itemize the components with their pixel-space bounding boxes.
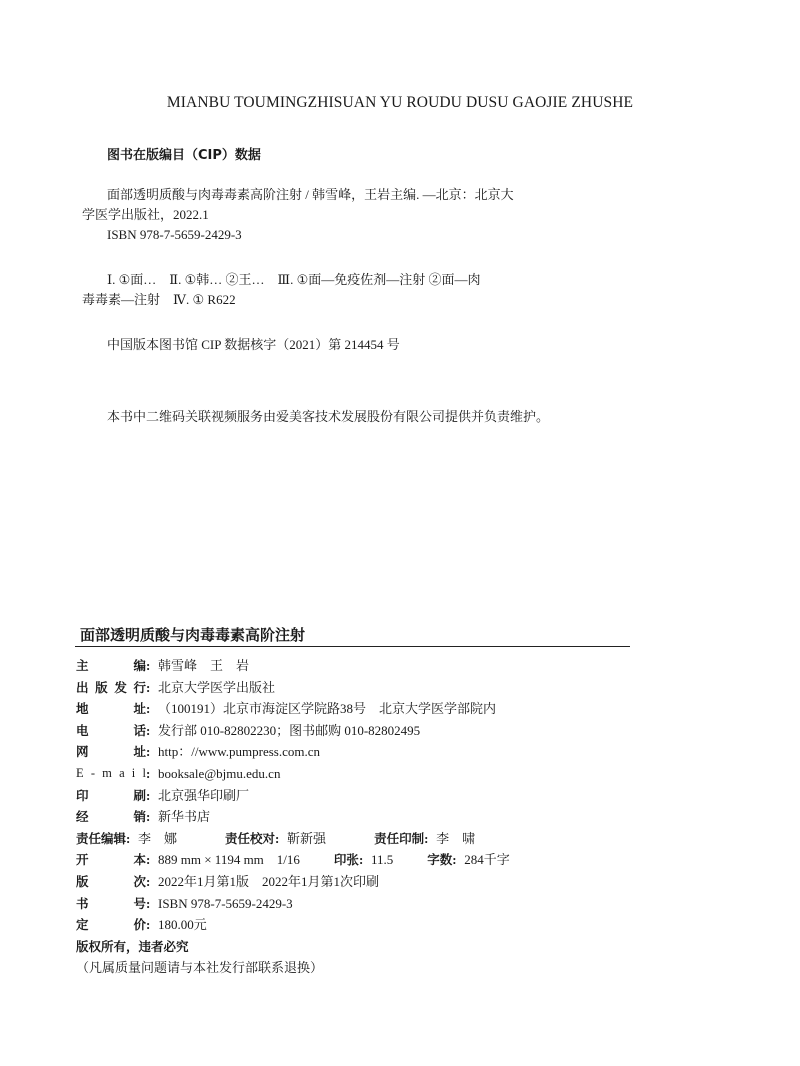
info-row-phone: 电 话 : 发行部 010-82802230；图书邮购 010-82802495 [76,720,510,742]
info-row-publisher: 出 版 发 行 : 北京大学医学出版社 [76,677,510,699]
copyright-notice: 版权所有，违者必究 [76,938,189,954]
cip-record-number: 中国版本图书馆 CIP 数据核字（2021）第 214454 号 [107,337,400,352]
colophon-book-title: 面部透明质酸与肉毒毒素高阶注射 [80,626,306,644]
colophon-info-list [76,655,510,979]
info-label: 版 次 [76,873,146,889]
info-value: 发行部 010-82802230；图书邮购 010-82802495 [158,722,421,738]
cip-heading: 图书在版编目（CIP）数据 [107,148,261,163]
info-row-edition: 版 次 : 2022年1月第1版 2022年1月第1次印刷 [76,871,510,893]
email-link[interactable]: booksale@bjmu.edu.cn [158,765,281,781]
info-value: 180.00元 [158,917,207,933]
responsible-editor: 李 娜 [138,830,178,846]
info-row-email: E - m a i l : booksale@bjmu.edu.cn [76,763,510,785]
info-row-distributor: 经 销 : 新华书店 [76,806,510,828]
title-divider [75,646,630,647]
info-row-format: 开 本 : 889 mm × 1194 mm 1/16 印张 : 11.5 字数 : 284千字 [76,849,510,871]
info-label: 电 话 [76,722,146,738]
proofreader: 靳新强 [287,830,327,846]
info-label: 印 刷 [76,787,146,803]
responsible-editor-label: 责任编辑 [76,830,127,846]
return-policy-note: （凡属质量问题请与本社发行部联系退换） [76,960,324,976]
info-label: 经 销 [76,809,146,825]
info-value: 北京大学医学出版社 [158,679,276,695]
info-label: 网 址 [76,744,146,760]
format-size: 889 mm × 1194 mm 1/16 [158,852,300,868]
cip-description-line-2: 学医学出版社，2022.1 [82,207,209,222]
print-manager-label: 责任印制 [374,830,425,846]
proofreader-label: 责任校对 [225,830,276,846]
cip-isbn: ISBN 978-7-5659-2429-3 [107,227,242,242]
info-value: 北京强华印刷厂 [158,787,250,803]
website-link[interactable]: http：//www.pumpress.com.cn [158,744,320,760]
info-value: 2022年1月第1版 2022年1月第1次印刷 [158,873,380,889]
print-manager: 李 啸 [436,830,476,846]
info-row-isbn: 书 号 : ISBN 978-7-5659-2429-3 [76,893,510,915]
cip-classification-line-1: Ⅰ. ①面… Ⅱ. ①韩… ②王… Ⅲ. ①面—免疫佐剂—注射 ②面—肉 [107,272,481,287]
info-label: 地 址 [76,701,146,717]
info-value: （100191）北京市海淀区学院路38号 北京大学医学部院内 [158,701,497,717]
info-label: E - m a i l [76,765,146,780]
info-row-chief-editor: 主 编 : 韩雪峰 王 岩 [76,655,510,677]
cip-description [82,185,582,245]
pinyin-title: MIANBU TOUMINGZHISUAN YU ROUDU DUSU GAOJIE ZHUSHE [166,94,634,111]
sheets-value: 11.5 [370,852,394,868]
cip-classification-line-2: 毒毒素—注射 Ⅳ. ① R622 [82,292,236,307]
info-row-website: 网 址 : http：//www.pumpress.com.cn [76,741,510,763]
word-count-value: 284千字 [464,852,510,868]
word-count-label: 字数 [427,852,453,868]
cip-classification [82,270,582,310]
info-row-printer: 印 刷 : 北京强华印刷厂 [76,785,510,807]
info-label: 书 号 [76,895,146,911]
info-row-price: 定 价 : 180.00元 [76,914,510,936]
info-label: 主 编 [76,658,146,673]
cip-description-line-1: 面部透明质酸与肉毒毒素高阶注射 / 韩雪峰，王岩主编. —北京：北京大 [107,187,514,202]
info-value: 新华书店 [158,809,211,825]
info-row-editors: 责任编辑 : 李 娜 责任校对 : 靳新强 责任印制 : 李 啸 [76,828,510,850]
sheets-label: 印张 [333,852,359,868]
info-value: ISBN 978-7-5659-2429-3 [158,895,293,911]
info-label: 定 价 [76,917,146,933]
qr-code-note: 本书中二维码关联视频服务由爱美客技术发展股份有限公司提供并负责维护。 [107,409,550,424]
info-label: 出 版 发 行 [76,679,146,695]
info-label: 开 本 [76,852,146,868]
info-value: 韩雪峰 王 岩 [158,658,250,673]
info-row-address: 地 址 : （100191）北京市海淀区学院路38号 北京大学医学部院内 [76,698,510,720]
